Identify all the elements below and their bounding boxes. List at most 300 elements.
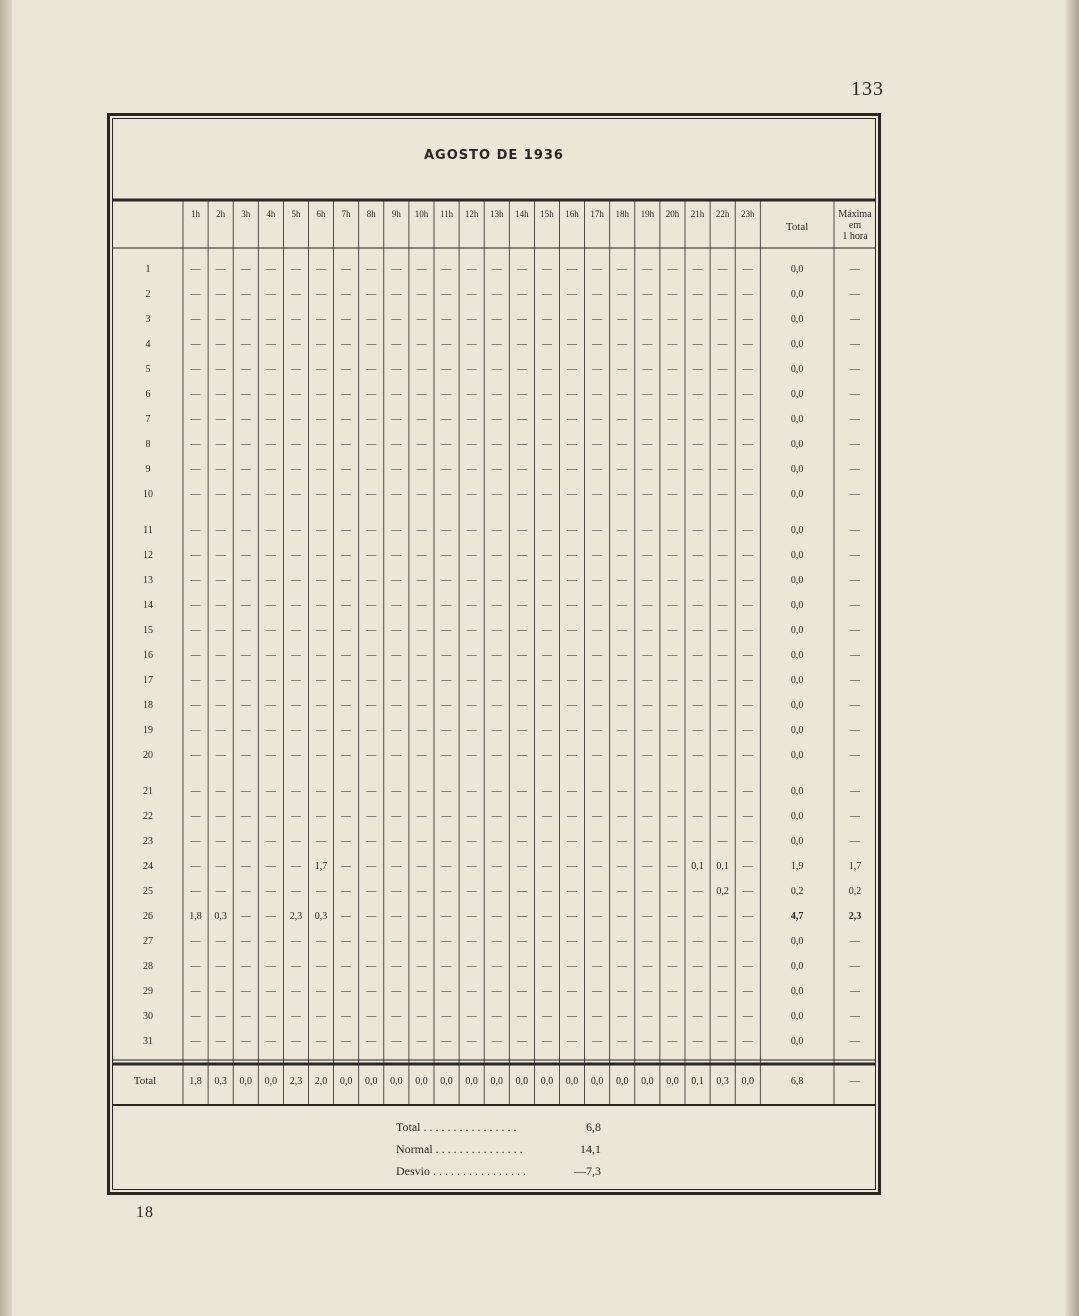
hour-total: 0,0: [490, 1076, 503, 1087]
empty-dash: —: [491, 389, 502, 400]
day-label: 13: [143, 575, 153, 586]
day-max: —: [850, 389, 860, 400]
day-max: —: [850, 439, 860, 450]
day-label: 19: [143, 725, 153, 736]
empty-dash: —: [491, 339, 502, 350]
empty-dash: —: [190, 339, 201, 350]
empty-dash: —: [441, 700, 452, 711]
empty-dash: —: [667, 675, 678, 686]
empty-dash: —: [567, 389, 578, 400]
empty-dash: —: [541, 786, 552, 797]
empty-dash: —: [642, 911, 653, 922]
empty-dash: —: [642, 1036, 653, 1047]
day-label: 12: [143, 550, 153, 561]
day-max: —: [850, 314, 860, 325]
empty-dash: —: [366, 961, 377, 972]
summary-normal-label: Normal . . . . . . . . . . . . . . .: [396, 1142, 523, 1156]
empty-dash: —: [667, 961, 678, 972]
empty-dash: —: [366, 911, 377, 922]
empty-dash: —: [265, 439, 276, 450]
empty-dash: —: [391, 961, 402, 972]
empty-dash: —: [215, 986, 226, 997]
empty-dash: —: [240, 650, 251, 661]
hour-total: 2,3: [289, 1076, 303, 1087]
empty-dash: —: [667, 414, 678, 425]
day-total: 1,9: [790, 861, 804, 872]
empty-dash: —: [316, 489, 327, 500]
hour-total: 0,0: [565, 1076, 579, 1087]
empty-dash: —: [466, 675, 477, 686]
empty-dash: —: [692, 1011, 703, 1022]
empty-dash: —: [541, 961, 552, 972]
empty-dash: —: [441, 861, 452, 872]
empty-dash: —: [341, 961, 352, 972]
day-max: —: [850, 986, 860, 997]
day-total: 0,0: [790, 675, 804, 686]
empty-dash: —: [717, 525, 728, 536]
empty-dash: —: [441, 886, 452, 897]
empty-dash: —: [265, 836, 276, 847]
empty-dash: —: [265, 986, 276, 997]
day-max: —: [850, 786, 860, 797]
empty-dash: —: [692, 886, 703, 897]
empty-dash: —: [617, 339, 628, 350]
empty-dash: —: [516, 364, 527, 375]
empty-dash: —: [742, 414, 753, 425]
day-total: 0,2: [790, 886, 804, 897]
empty-dash: —: [240, 700, 251, 711]
empty-dash: —: [366, 525, 377, 536]
empty-dash: —: [240, 550, 251, 561]
empty-dash: —: [240, 489, 251, 500]
empty-dash: —: [617, 836, 628, 847]
empty-dash: —: [466, 364, 477, 375]
empty-dash: —: [541, 289, 552, 300]
empty-dash: —: [240, 1036, 251, 1047]
hour-header: 23h: [741, 209, 755, 219]
empty-dash: —: [190, 1036, 201, 1047]
hour-total: 2,0: [314, 1076, 328, 1087]
empty-dash: —: [717, 675, 728, 686]
empty-dash: —: [717, 600, 728, 611]
empty-dash: —: [541, 314, 552, 325]
empty-dash: —: [592, 986, 603, 997]
day-label: 11: [143, 525, 153, 536]
empty-dash: —: [290, 414, 301, 425]
empty-dash: —: [592, 314, 603, 325]
empty-dash: —: [240, 961, 251, 972]
empty-dash: —: [541, 550, 552, 561]
empty-dash: —: [516, 725, 527, 736]
empty-dash: —: [466, 464, 477, 475]
day-max: —: [850, 339, 860, 350]
empty-dash: —: [341, 811, 352, 822]
empty-dash: —: [341, 1011, 352, 1022]
empty-dash: —: [190, 786, 201, 797]
day-label: 15: [143, 625, 153, 636]
empty-dash: —: [541, 339, 552, 350]
empty-dash: —: [491, 625, 502, 636]
empty-dash: —: [541, 389, 552, 400]
empty-dash: —: [265, 625, 276, 636]
empty-dash: —: [516, 911, 527, 922]
empty-dash: —: [366, 700, 377, 711]
empty-dash: —: [190, 861, 201, 872]
empty-dash: —: [617, 525, 628, 536]
empty-dash: —: [265, 575, 276, 586]
empty-dash: —: [215, 364, 226, 375]
empty-dash: —: [742, 575, 753, 586]
empty-dash: —: [667, 861, 678, 872]
empty-dash: —: [567, 364, 578, 375]
empty-dash: —: [316, 1011, 327, 1022]
empty-dash: —: [541, 911, 552, 922]
empty-dash: —: [316, 339, 327, 350]
empty-dash: —: [265, 1036, 276, 1047]
empty-dash: —: [516, 389, 527, 400]
day-label: 21: [143, 786, 153, 797]
empty-dash: —: [341, 439, 352, 450]
empty-dash: —: [265, 650, 276, 661]
hourly-value: 0,3: [214, 911, 227, 922]
empty-dash: —: [391, 750, 402, 761]
day-total: 0,0: [790, 625, 804, 636]
empty-dash: —: [642, 414, 653, 425]
empty-dash: —: [466, 550, 477, 561]
empty-dash: —: [290, 1011, 301, 1022]
empty-dash: —: [190, 575, 201, 586]
empty-dash: —: [692, 911, 703, 922]
empty-dash: —: [567, 911, 578, 922]
day-label: 16: [143, 650, 153, 661]
empty-dash: —: [341, 725, 352, 736]
empty-dash: —: [541, 861, 552, 872]
empty-dash: —: [717, 314, 728, 325]
hour-header: 19h: [640, 209, 655, 219]
empty-dash: —: [366, 886, 377, 897]
page-title: AGOSTO DE 1936: [424, 148, 564, 163]
empty-dash: —: [466, 836, 477, 847]
empty-dash: —: [341, 525, 352, 536]
empty-dash: —: [341, 936, 352, 947]
empty-dash: —: [491, 264, 502, 275]
empty-dash: —: [717, 1036, 728, 1047]
day-label: 14: [143, 600, 153, 611]
empty-dash: —: [341, 264, 352, 275]
empty-dash: —: [416, 464, 427, 475]
empty-dash: —: [441, 911, 452, 922]
empty-dash: —: [366, 936, 377, 947]
empty-dash: —: [341, 489, 352, 500]
empty-dash: —: [692, 786, 703, 797]
empty-dash: —: [742, 464, 753, 475]
empty-dash: —: [617, 650, 628, 661]
empty-dash: —: [265, 389, 276, 400]
empty-dash: —: [215, 550, 226, 561]
empty-dash: —: [240, 600, 251, 611]
day-label: 6: [145, 389, 151, 400]
empty-dash: —: [466, 439, 477, 450]
empty-dash: —: [316, 986, 327, 997]
empty-dash: —: [692, 289, 703, 300]
empty-dash: —: [692, 700, 703, 711]
empty-dash: —: [617, 439, 628, 450]
empty-dash: —: [667, 911, 678, 922]
empty-dash: —: [692, 650, 703, 661]
day-max: —: [850, 289, 860, 300]
empty-dash: —: [642, 364, 653, 375]
empty-dash: —: [416, 700, 427, 711]
day-total: 0,0: [790, 1036, 804, 1047]
empty-dash: —: [215, 961, 226, 972]
hour-header: 13h: [490, 209, 504, 219]
empty-dash: —: [416, 750, 427, 761]
empty-dash: —: [642, 961, 653, 972]
day-max: —: [850, 575, 860, 586]
day-label: 27: [143, 936, 153, 947]
empty-dash: —: [541, 836, 552, 847]
empty-dash: —: [240, 1011, 251, 1022]
empty-dash: —: [341, 550, 352, 561]
empty-dash: —: [416, 289, 427, 300]
empty-dash: —: [667, 339, 678, 350]
empty-dash: —: [265, 1011, 276, 1022]
empty-dash: —: [717, 364, 728, 375]
empty-dash: —: [215, 725, 226, 736]
empty-dash: —: [416, 575, 427, 586]
empty-dash: —: [717, 389, 728, 400]
empty-dash: —: [441, 600, 452, 611]
empty-dash: —: [240, 289, 251, 300]
empty-dash: —: [366, 464, 377, 475]
empty-dash: —: [215, 861, 226, 872]
empty-dash: —: [190, 725, 201, 736]
empty-dash: —: [265, 811, 276, 822]
hour-header: 8h: [366, 209, 376, 219]
empty-dash: —: [742, 389, 753, 400]
summary-desvio-label: Desvio . . . . . . . . . . . . . . . .: [396, 1164, 526, 1178]
empty-dash: —: [466, 725, 477, 736]
empty-dash: —: [692, 489, 703, 500]
empty-dash: —: [567, 725, 578, 736]
empty-dash: —: [416, 1036, 427, 1047]
hour-header: 11h: [439, 209, 454, 219]
empty-dash: —: [516, 525, 527, 536]
empty-dash: —: [215, 1036, 226, 1047]
empty-dash: —: [567, 936, 578, 947]
empty-dash: —: [717, 725, 728, 736]
empty-dash: —: [341, 364, 352, 375]
day-total: 0,0: [790, 836, 804, 847]
day-label: 9: [145, 464, 151, 475]
empty-dash: —: [265, 489, 276, 500]
empty-dash: —: [516, 264, 527, 275]
empty-dash: —: [642, 836, 653, 847]
empty-dash: —: [190, 625, 201, 636]
hour-header: 12h: [464, 209, 479, 219]
empty-dash: —: [416, 650, 427, 661]
empty-dash: —: [516, 414, 527, 425]
day-total: 0,0: [790, 264, 804, 275]
empty-dash: —: [441, 489, 452, 500]
empty-dash: —: [717, 339, 728, 350]
empty-dash: —: [516, 811, 527, 822]
empty-dash: —: [642, 1011, 653, 1022]
empty-dash: —: [466, 314, 477, 325]
empty-dash: —: [240, 750, 251, 761]
hour-header: 16h: [565, 209, 579, 219]
empty-dash: —: [742, 700, 753, 711]
empty-dash: —: [316, 836, 327, 847]
empty-dash: —: [692, 600, 703, 611]
empty-dash: —: [190, 489, 201, 500]
empty-dash: —: [516, 1036, 527, 1047]
empty-dash: —: [567, 439, 578, 450]
empty-dash: —: [391, 525, 402, 536]
empty-dash: —: [391, 986, 402, 997]
empty-dash: —: [742, 986, 753, 997]
empty-dash: —: [516, 886, 527, 897]
empty-dash: —: [642, 489, 653, 500]
empty-dash: —: [717, 550, 728, 561]
empty-dash: —: [717, 289, 728, 300]
empty-dash: —: [341, 314, 352, 325]
empty-dash: —: [466, 489, 477, 500]
empty-dash: —: [567, 650, 578, 661]
empty-dash: —: [667, 886, 678, 897]
empty-dash: —: [341, 464, 352, 475]
empty-dash: —: [265, 264, 276, 275]
day-max: —: [850, 364, 860, 375]
empty-dash: —: [617, 700, 628, 711]
empty-dash: —: [316, 264, 327, 275]
empty-dash: —: [617, 314, 628, 325]
empty-dash: —: [391, 364, 402, 375]
empty-dash: —: [541, 725, 552, 736]
empty-dash: —: [592, 700, 603, 711]
empty-dash: —: [290, 961, 301, 972]
empty-dash: —: [567, 264, 578, 275]
empty-dash: —: [391, 464, 402, 475]
empty-dash: —: [391, 725, 402, 736]
empty-dash: —: [642, 339, 653, 350]
day-max: —: [850, 1011, 860, 1022]
empty-dash: —: [491, 439, 502, 450]
empty-dash: —: [316, 389, 327, 400]
empty-dash: —: [366, 600, 377, 611]
hour-header: 10h: [414, 209, 429, 219]
empty-dash: —: [316, 1036, 327, 1047]
empty-dash: —: [416, 339, 427, 350]
day-label: 3: [145, 314, 151, 325]
empty-dash: —: [567, 836, 578, 847]
totals-row-label: Total: [133, 1075, 157, 1087]
empty-dash: —: [416, 625, 427, 636]
empty-dash: —: [617, 725, 628, 736]
empty-dash: —: [240, 439, 251, 450]
empty-dash: —: [617, 364, 628, 375]
empty-dash: —: [366, 264, 377, 275]
empty-dash: —: [290, 725, 301, 736]
empty-dash: —: [341, 1036, 352, 1047]
empty-dash: —: [190, 811, 201, 822]
empty-dash: —: [567, 811, 578, 822]
empty-dash: —: [717, 961, 728, 972]
empty-dash: —: [290, 339, 301, 350]
empty-dash: —: [240, 339, 251, 350]
empty-dash: —: [466, 575, 477, 586]
empty-dash: —: [265, 289, 276, 300]
empty-dash: —: [592, 525, 603, 536]
empty-dash: —: [265, 525, 276, 536]
empty-dash: —: [692, 986, 703, 997]
empty-dash: —: [491, 289, 502, 300]
empty-dash: —: [742, 911, 753, 922]
empty-dash: —: [617, 600, 628, 611]
empty-dash: —: [416, 489, 427, 500]
empty-dash: —: [742, 675, 753, 686]
empty-dash: —: [290, 600, 301, 611]
empty-dash: —: [366, 314, 377, 325]
empty-dash: —: [466, 625, 477, 636]
hourly-value: 0,3: [314, 911, 328, 922]
hour-header: 3h: [241, 209, 251, 219]
empty-dash: —: [341, 750, 352, 761]
empty-dash: —: [541, 489, 552, 500]
empty-dash: —: [541, 1011, 552, 1022]
empty-dash: —: [190, 836, 201, 847]
empty-dash: —: [416, 786, 427, 797]
day-total: 0,0: [790, 439, 804, 450]
empty-dash: —: [466, 650, 477, 661]
empty-dash: —: [290, 861, 301, 872]
empty-dash: —: [592, 464, 603, 475]
empty-dash: —: [215, 314, 226, 325]
empty-dash: —: [642, 861, 653, 872]
empty-dash: —: [290, 836, 301, 847]
empty-dash: —: [541, 464, 552, 475]
empty-dash: —: [466, 911, 477, 922]
empty-dash: —: [742, 439, 753, 450]
empty-dash: —: [290, 625, 301, 636]
empty-dash: —: [416, 725, 427, 736]
empty-dash: —: [441, 936, 452, 947]
day-total: 0,0: [790, 339, 804, 350]
empty-dash: —: [341, 675, 352, 686]
empty-dash: —: [341, 836, 352, 847]
empty-dash: —: [541, 1036, 552, 1047]
empty-dash: —: [366, 575, 377, 586]
empty-dash: —: [290, 389, 301, 400]
page-number-bottom: 18: [136, 1204, 154, 1221]
empty-dash: —: [240, 625, 251, 636]
empty-dash: —: [240, 911, 251, 922]
empty-dash: —: [366, 439, 377, 450]
empty-dash: —: [215, 289, 226, 300]
hour-total: 0,1: [691, 1076, 704, 1087]
empty-dash: —: [366, 811, 377, 822]
empty-dash: —: [441, 1011, 452, 1022]
empty-dash: —: [541, 439, 552, 450]
empty-dash: —: [491, 650, 502, 661]
empty-dash: —: [316, 439, 327, 450]
empty-dash: —: [466, 786, 477, 797]
day-max: 0,2: [848, 886, 862, 897]
day-max: —: [850, 525, 860, 536]
empty-dash: —: [466, 339, 477, 350]
empty-dash: —: [416, 886, 427, 897]
empty-dash: —: [592, 1011, 603, 1022]
